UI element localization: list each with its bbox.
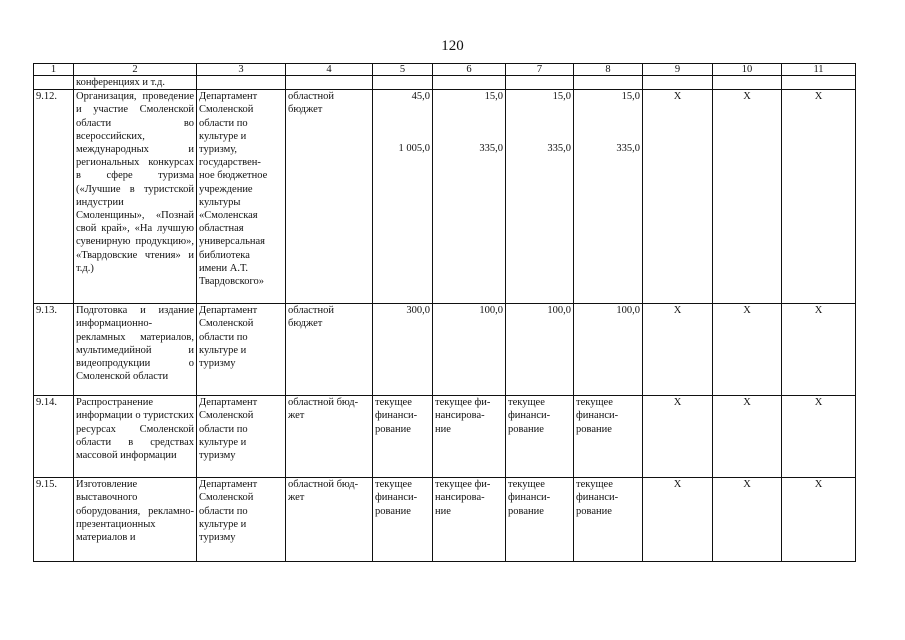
- item-number: 9.12.: [34, 90, 74, 304]
- column-number-row: [34, 64, 856, 76]
- item-executor: Департамент Смоленской области по культуре и туризму, государствен- ное бюджетное учреждение культуры «Смоленская областная универсальная библиотека имени А.Т. Твардовского»: [197, 90, 286, 304]
- col-header: 6: [433, 64, 506, 76]
- col-header: 8: [574, 64, 643, 76]
- mark-x: X: [643, 304, 713, 396]
- value-year1-a: 15,0: [484, 91, 503, 103]
- col-header: 7: [506, 64, 574, 76]
- mark-x: X: [782, 90, 856, 304]
- value-year1: текущее фи- нансирова- ние: [433, 396, 506, 478]
- item-executor: Департамент Смоленской области по культуре и туризму: [197, 478, 286, 562]
- table-row: [34, 90, 856, 304]
- value-year3: 100,0: [574, 304, 643, 396]
- item-source: областной бюд- жет: [286, 396, 373, 478]
- col-header: 2: [74, 64, 197, 76]
- mark-x: X: [782, 478, 856, 562]
- col-header: 5: [373, 64, 433, 76]
- value-year2: текущее финанси- рование: [506, 478, 574, 562]
- item-source: областной бюджет: [286, 304, 373, 396]
- value-year2-a: 15,0: [552, 91, 571, 103]
- mark-x: X: [782, 304, 856, 396]
- col-header: 11: [782, 64, 856, 76]
- mark-x: X: [713, 90, 782, 304]
- mark-x: X: [713, 304, 782, 396]
- value-year1-b: 335,0: [479, 143, 503, 155]
- mark-x: X: [713, 396, 782, 478]
- value-year2: текущее финанси- рование: [506, 396, 574, 478]
- item-name: Изготовление выставочного оборудования, рекламно-презентационных материалов и: [74, 478, 197, 562]
- value-total-a: 45,0: [411, 91, 430, 103]
- value-year3-a: 15,0: [621, 91, 640, 103]
- value-total-b: 1 005,0: [398, 143, 430, 155]
- table-row: [34, 304, 856, 396]
- item-name: Распространение информации о туристских ресурсах Смоленской области в средствах массовой информации: [74, 396, 197, 478]
- item-number: 9.14.: [34, 396, 74, 478]
- continuation-row: [34, 76, 856, 90]
- mark-x: X: [782, 396, 856, 478]
- item-number: 9.13.: [34, 304, 74, 396]
- col-header: 1: [34, 64, 74, 76]
- value-total: 300,0: [373, 304, 433, 396]
- item-executor: Департамент Смоленской области по культуре и туризму: [197, 396, 286, 478]
- item-source: областной бюджет: [286, 90, 373, 304]
- table-row: [34, 396, 856, 478]
- value-year1: 100,0: [433, 304, 506, 396]
- program-table: [33, 63, 856, 562]
- value-total: текущее финанси- рование: [373, 396, 433, 478]
- mark-x: X: [643, 396, 713, 478]
- value-year3-b: 335,0: [616, 143, 640, 155]
- page-number: 120: [441, 38, 464, 54]
- value-year2: 100,0: [506, 304, 574, 396]
- mark-x: X: [643, 478, 713, 562]
- item-name: Подготовка и издание информационно-рекламных материалов, мультимедийной и видеопродукции о Смоленской области: [74, 304, 197, 396]
- mark-x: X: [643, 90, 713, 304]
- table-row: [34, 478, 856, 562]
- item-name: Организация, проведение и участие Смоленской области во всероссийских, международных и региональных конкурсах в сфере туризма («Лучшие в туристской индустрии Смоленщины», «Познай свой край», «На лучшую сувенирную продукцию», «Твардовские чтения» и т.д.): [74, 90, 197, 304]
- col-header: 10: [713, 64, 782, 76]
- item-number: 9.15.: [34, 478, 74, 562]
- value-total: текущее финанси- рование: [373, 478, 433, 562]
- col-header: 4: [286, 64, 373, 76]
- value-year1: текущее фи- нансирова- ние: [433, 478, 506, 562]
- value-year3: текущее финанси- рование: [574, 478, 643, 562]
- mark-x: X: [713, 478, 782, 562]
- value-year3: текущее финанси- рование: [574, 396, 643, 478]
- col-header: 9: [643, 64, 713, 76]
- col-header: 3: [197, 64, 286, 76]
- continuation-text: конференциях и т.д.: [74, 76, 197, 90]
- item-executor: Департамент Смоленской области по культуре и туризму: [197, 304, 286, 396]
- value-year2-b: 335,0: [547, 143, 571, 155]
- item-source: областной бюд- жет: [286, 478, 373, 562]
